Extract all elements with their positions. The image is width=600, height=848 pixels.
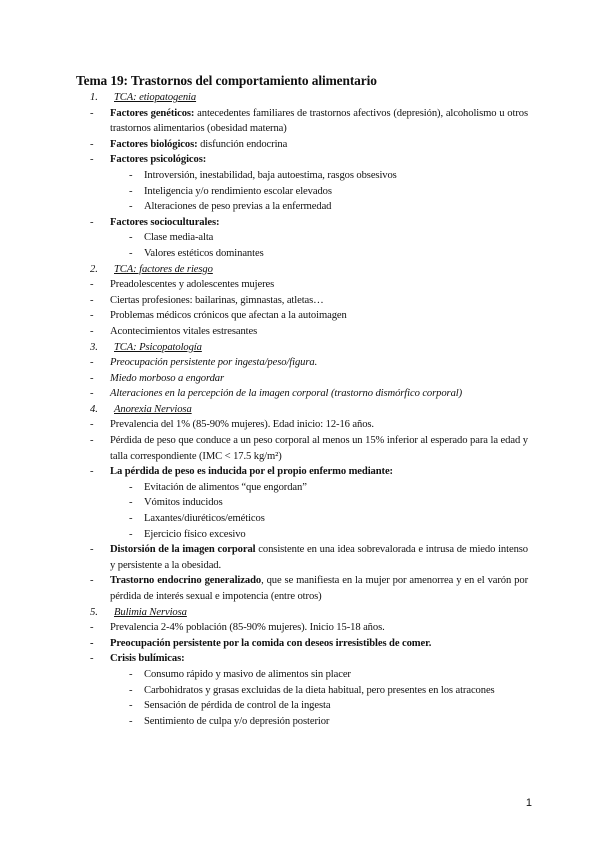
bullet-dash: - (129, 481, 133, 493)
bullet-dash: - (90, 622, 94, 634)
item-text: Ciertas profesiones: bailarinas, gimnastas, atletas… (110, 294, 324, 306)
bullet-dash: - (129, 169, 133, 181)
list-item-biological-factors (76, 137, 528, 153)
sub-list-item (76, 511, 528, 527)
bullet-dash: - (129, 247, 133, 259)
item-text: antecedentes familiares de trastornos afectivos (depresión), alcoholismo u otros trastornos alimentarios (obesidad materna) (110, 107, 528, 135)
item-label: Factores socioculturales: (110, 216, 220, 228)
list-item (76, 324, 528, 340)
section-heading-risk-factors (76, 262, 528, 278)
bullet-dash: - (90, 154, 94, 166)
bullet-dash: - (90, 107, 94, 119)
bullet-dash: - (129, 668, 133, 680)
sub-list-item (76, 199, 528, 215)
item-text: Sentimiento de culpa y/o depresión posterior (144, 715, 330, 727)
list-item-induced-loss (76, 464, 528, 480)
sub-list-item (76, 527, 528, 543)
item-text: Valores estéticos dominantes (144, 247, 264, 259)
section-number: 2. (90, 263, 98, 275)
bullet-dash: - (90, 138, 94, 150)
bullet-dash: - (90, 435, 94, 447)
sub-list-item (76, 230, 528, 246)
item-text: Ejercicio físico excesivo (144, 528, 246, 540)
item-text: Alteraciones en la percepción de la imagen corporal (trastorno dismórfico corporal) (110, 388, 463, 400)
section-number: 5. (90, 606, 98, 618)
list-item (76, 371, 528, 387)
list-item (76, 355, 528, 371)
sub-list-item (76, 698, 528, 714)
list-item (76, 293, 528, 309)
bullet-dash: - (90, 466, 94, 478)
bullet-dash: - (90, 372, 94, 384)
item-label: Factores genéticos: (110, 107, 195, 119)
bullet-dash: - (129, 684, 133, 696)
item-text: Preadolescentes y adolescentes mujeres (110, 279, 275, 291)
bullet-dash: - (90, 388, 94, 400)
item-text: Vómitos inducidos (144, 497, 223, 509)
item-text: Introversión, inestabilidad, baja autoestima, rasgos obsesivos (144, 169, 397, 181)
bullet-dash: - (90, 294, 94, 306)
item-text: , que se manifiesta en la mujer por amenorrea y en el varón por pérdida de interés sexual e impotencia (entre otros) (110, 575, 528, 602)
section-title: Bulimia Nerviosa (114, 606, 187, 618)
bullet-dash: - (90, 544, 94, 556)
sub-list-item (76, 168, 528, 184)
bullet-dash: - (90, 637, 94, 649)
item-text: consistente en una idea sobrevalorada e intrusa de miedo intenso y persistente a la obesidad. (110, 544, 528, 571)
bullet-dash: - (90, 279, 94, 291)
item-label: Crisis bulímicas: (110, 653, 185, 665)
section-title: TCA: factores de riesgo (114, 263, 213, 275)
document-title: Tema 19: Trastornos del comportamiento alimentario (76, 73, 377, 88)
section-heading-psychopathology (76, 340, 528, 356)
list-item-genetic-factors (76, 106, 528, 137)
item-text: Inteligencia y/o rendimiento escolar elevados (144, 185, 332, 197)
bullet-dash: - (129, 513, 133, 525)
bullet-dash: - (129, 528, 133, 540)
item-text: Clase media-alta (144, 232, 214, 244)
item-text: Alteraciones de peso previas a la enfermedad (144, 201, 332, 213)
bullet-dash: - (129, 497, 133, 509)
bullet-dash: - (129, 185, 133, 197)
item-label: Factores biológicos: (110, 138, 198, 150)
sub-list-item (76, 714, 528, 730)
item-text: Acontecimientos vitales estresantes (110, 325, 258, 337)
item-text: Sensación de pérdida de control de la ingesta (144, 700, 331, 712)
bullet-dash: - (90, 310, 94, 322)
bullet-dash: - (129, 232, 133, 244)
section-title: TCA: etiopatogenia (114, 92, 197, 103)
item-text: Preocupación persistente por ingesta/peso/figura. (110, 357, 318, 369)
sub-list-item (76, 184, 528, 200)
list-item (76, 277, 528, 293)
item-text: Miedo morboso a engordar (110, 372, 225, 384)
section-number: 3. (90, 341, 98, 353)
section-number: 4. (90, 403, 98, 415)
item-label: Trastorno endocrino generalizado (110, 575, 262, 587)
list-item-psychological-factors (76, 152, 528, 168)
section-number: 1. (90, 92, 98, 103)
item-label: Distorsión de la imagen corporal (110, 544, 256, 556)
list-item-prevalence (76, 417, 528, 433)
bullet-dash: - (90, 325, 94, 337)
section-title: Anorexia Nerviosa (114, 403, 192, 415)
item-text: Prevalencia 2-4% población (85-90% mujeres). Inicio 15-18 años. (110, 622, 385, 634)
list-item-endocrine-disorder (76, 573, 528, 604)
list-item (76, 308, 528, 324)
bullet-dash: - (90, 357, 94, 369)
list-item-body-image-distortion (76, 542, 528, 573)
page-number: 1 (525, 797, 532, 809)
section-heading-anorexia (76, 402, 528, 418)
bullet-dash: - (90, 575, 94, 587)
sub-list-item (76, 667, 528, 683)
item-label: La pérdida de peso es inducida por el propio enfermo mediante: (110, 466, 393, 478)
item-text: Problemas médicos crónicos que afectan a la autoimagen (110, 310, 347, 322)
list-item-sociocultural-factors (76, 215, 528, 231)
bullet-dash: - (90, 653, 94, 665)
item-text: disfunción endocrina (197, 138, 288, 150)
document-body (76, 72, 528, 729)
list-item-weight-loss (76, 433, 528, 464)
bullet-dash: - (90, 216, 94, 228)
section-heading-etiopatogenia (76, 90, 528, 106)
item-text: Preocupación persistente por la comida con deseos irresistibles de comer. (110, 637, 432, 649)
section-heading-bulimia (76, 605, 528, 621)
list-item-bulimic-crisis (76, 651, 528, 667)
bullet-dash: - (129, 715, 133, 727)
sub-list-item (76, 246, 528, 262)
bullet-dash: - (129, 201, 133, 213)
item-text: Prevalencia del 1% (85-90% mujeres). Edad inicio: 12-16 años. (110, 419, 374, 431)
list-item-food-concern (76, 636, 528, 652)
item-text: Carbohidratos y grasas excluidas de la dieta habitual, pero presentes en los atracones (144, 684, 495, 696)
item-text: Consumo rápido y masivo de alimentos sin placer (144, 668, 351, 680)
item-text: Evitación de alimentos “que engordan” (144, 481, 307, 493)
item-text: Pérdida de peso que conduce a un peso corporal al menos un 15% inferior al esperado para la edad y talla correspondiente (IMC < 17.5 kg/m²) (110, 435, 528, 462)
sub-list-item (76, 495, 528, 511)
item-text: Laxantes/diuréticos/eméticos (144, 513, 265, 525)
section-title: TCA: Psicopatología (114, 341, 202, 353)
item-label: Factores psicológicos: (110, 154, 207, 166)
list-item (76, 386, 528, 402)
sub-list-item (76, 683, 528, 699)
list-item-prevalence (76, 620, 528, 636)
bullet-dash: - (90, 419, 94, 431)
bullet-dash: - (129, 700, 133, 712)
sub-list-item (76, 480, 528, 496)
